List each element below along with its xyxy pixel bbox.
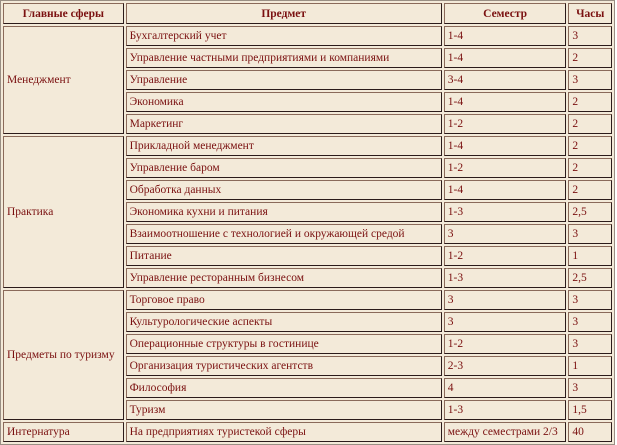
semester-cell: 1-3 [444,202,567,222]
semester-cell: 2-3 [444,356,567,376]
subject-cell: Бухгалтерский учет [126,26,442,46]
hours-cell: 2,5 [568,202,612,222]
hours-cell: 2 [568,158,612,178]
semester-cell: 4 [444,378,567,398]
hours-cell: 1 [568,246,612,266]
hours-cell: 3 [568,378,612,398]
hours-cell: 2,5 [568,268,612,288]
semester-cell: 1-4 [444,136,567,156]
hours-cell: 3 [568,334,612,354]
hours-cell: 2 [568,48,612,68]
hours-cell: 3 [568,224,612,244]
category-management: Менеджмент [3,26,124,134]
subject-cell: Туризм [126,400,442,420]
hours-cell: 2 [568,92,612,112]
subject-cell: Обработка данных [126,180,442,200]
semester-cell: 1-2 [444,114,567,134]
subject-cell: Культурологические аспекты [126,312,442,332]
subject-cell: Философия [126,378,442,398]
category-tourism: Предметы по туризму [3,290,124,420]
table-row [3,26,612,46]
hours-cell: 1 [568,356,612,376]
subject-cell: Экономика [126,92,442,112]
category-internship: Интернатура [3,422,124,442]
table-row [3,290,612,310]
hours-cell: 1,5 [568,400,612,420]
subject-cell: Управление [126,70,442,90]
hours-cell: 40 [568,422,612,442]
semester-cell: 3 [444,312,567,332]
category-practice: Практика [3,136,124,288]
semester-cell: 1-2 [444,158,567,178]
subject-cell: Питание [126,246,442,266]
header-subject: Предмет [126,3,442,24]
table-row [3,422,612,442]
hours-cell: 3 [568,26,612,46]
hours-cell: 2 [568,114,612,134]
hours-cell: 3 [568,70,612,90]
header-semester: Семестр [444,3,567,24]
semester-cell: 3-4 [444,70,567,90]
header-area: Главные сферы [3,3,124,24]
hours-cell: 2 [568,136,612,156]
hours-cell: 2 [568,180,612,200]
subject-cell: Экономика кухни и питания [126,202,442,222]
header-row [3,3,612,24]
header-hours: Часы [568,3,612,24]
subject-cell: На предприятиях туристекой сферы [126,422,442,442]
semester-cell: 3 [444,290,567,310]
subject-cell: Управление частными предприятиями и компаниями [126,48,442,68]
table-row [3,136,612,156]
subject-cell: Управление баром [126,158,442,178]
semester-cell: 1-4 [444,92,567,112]
subject-cell: Организация туристических агентств [126,356,442,376]
semester-cell: 3 [444,224,567,244]
subject-cell: Взаимоотношение с технологией и окружающей средой [126,224,442,244]
semester-cell: 1-4 [444,48,567,68]
subject-cell: Прикладной менеджмент [126,136,442,156]
semester-cell: между семестрами 2/3 [444,422,567,442]
subject-cell: Управление ресторанным бизнесом [126,268,442,288]
subject-cell: Маркетинг [126,114,442,134]
semester-cell: 1-3 [444,268,567,288]
hours-cell: 3 [568,290,612,310]
subject-cell: Торговое право [126,290,442,310]
semester-cell: 1-4 [444,180,567,200]
semester-cell: 1-3 [444,400,567,420]
subject-cell: Операционные структуры в гостинице [126,334,442,354]
hours-cell: 3 [568,312,612,332]
semester-cell: 1-2 [444,334,567,354]
semester-cell: 1-2 [444,246,567,266]
semester-cell: 1-4 [444,26,567,46]
